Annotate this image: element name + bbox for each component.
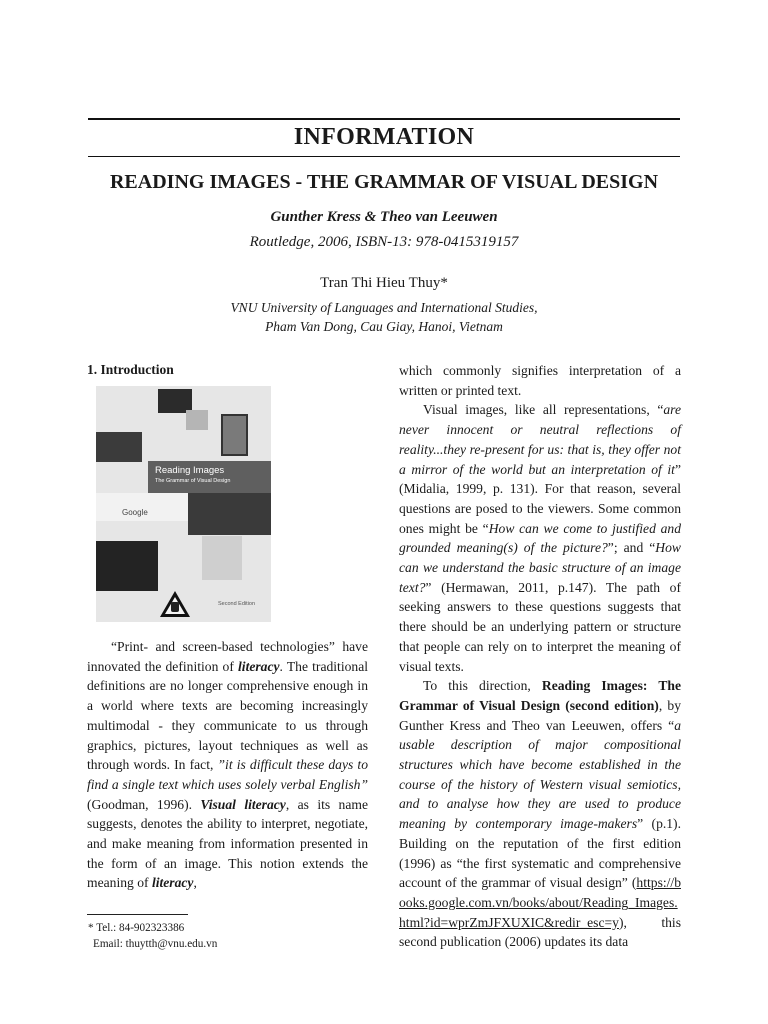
cover-photo-poster [202, 536, 242, 580]
cover-photo-crowd [96, 432, 142, 462]
cover-title: Reading Images [155, 465, 225, 476]
cover-photo-dark [96, 541, 158, 591]
section-title: INFORMATION [293, 124, 475, 150]
affiliation-line-1: VNU University of Languages and International Studies, [230, 300, 538, 315]
cover-subtitle: The Grammar of Visual Design [155, 478, 231, 484]
right-paragraph-2: Visual images, like all representations, “are never innocent or neutral reflections of reality...they re-present for us: that is, they offer not a mirror of the world but an interpretation of it” (Midalia, 1999, p. 131). For that reason, several questions are posed to the viewers. Some common ones might be “How can we come to justified and grounded meaning(s) of the picture?”; and “How can we understand the basic structure of an image text?” (Hermawan, 2011, p.147). The path of seeking answers to these questions suggests that there should be an underlying pattern or structure that people can rely on to interpret the meaning of visual texts. [399, 402, 681, 674]
right-column [399, 361, 681, 952]
section-rule [88, 156, 680, 157]
book-authors: Gunther Kress & Theo van Leeuwen [270, 209, 498, 225]
affiliation-line-2: Pham Van Dong, Cau Giay, Hanoi, Vietnam [265, 319, 503, 334]
cover-title-band [148, 461, 271, 493]
cover-photo-portrait [221, 414, 248, 456]
footnote-email: Email: thuytth@vnu.edu.vn [93, 938, 218, 950]
right-paragraph-3: To this direction, Reading Images: The Grammar of Visual Design (second edition), by Gunther Kress and Theo van Leeuwen, offers “a usable description of major compositional structures which have become established in the course of the history of Western visual semiotics, and to analyse how they are used to produce meaning by contemporary image-makers” (p.1). Building on the reputation of the first edition (1996) as “the first systematic and comprehensive account of the grammar of visual design” (https://books.google.com.vn/books/about/Reading_Images.html?id=wprZmJFXUXIC&redir_esc=y), this second publication (2006) updates its data [399, 678, 681, 950]
cover-photo-small [186, 410, 208, 430]
right-paragraph-1: which commonly signifies interpretation of a written or printed text. [399, 363, 681, 398]
cover-edition: Second Edition [218, 601, 255, 607]
footnote-rule [87, 914, 188, 915]
warning-figure-icon [171, 602, 179, 612]
publication-info: Routledge, 2006, ISBN-13: 978-0415319157 [249, 234, 519, 250]
review-title: READING IMAGES - THE GRAMMAR OF VISUAL DESIGN [109, 171, 659, 193]
footnote-telephone: * Tel.: 84-902323386 [88, 922, 185, 934]
cover-photo-people [188, 493, 271, 535]
top-rule [88, 118, 680, 120]
cover-google-text: Google [122, 508, 148, 517]
reviewer-name: Tran Thi Hieu Thuy* [320, 275, 448, 291]
intro-paragraph: “Print- and screen-based technologies” have innovated the definition of literacy. The traditional definitions are no longer comprehensive enough in a world where texts are becoming increasingly multimodal - they communicate to us through graphics, pictures, layout techniques as well as through words. In fact, ”it is difficult these days to find a single text which uses solely verbal English” (Goodman, 1996). Visual literacy, as its name suggests, denotes the ability to interpret, negotiate, and make meaning from information presented in the form of an image. This notion extends the meaning of literacy, [87, 639, 369, 891]
google-books-link[interactable]: https://books.google.com.vn/books/about/Reading_Images.html?id=wprZmJFXUXIC&redir_esc=y [399, 875, 681, 930]
introduction-heading: 1. Introduction [87, 362, 174, 377]
book-cover-image [96, 386, 271, 622]
left-column [87, 637, 368, 893]
